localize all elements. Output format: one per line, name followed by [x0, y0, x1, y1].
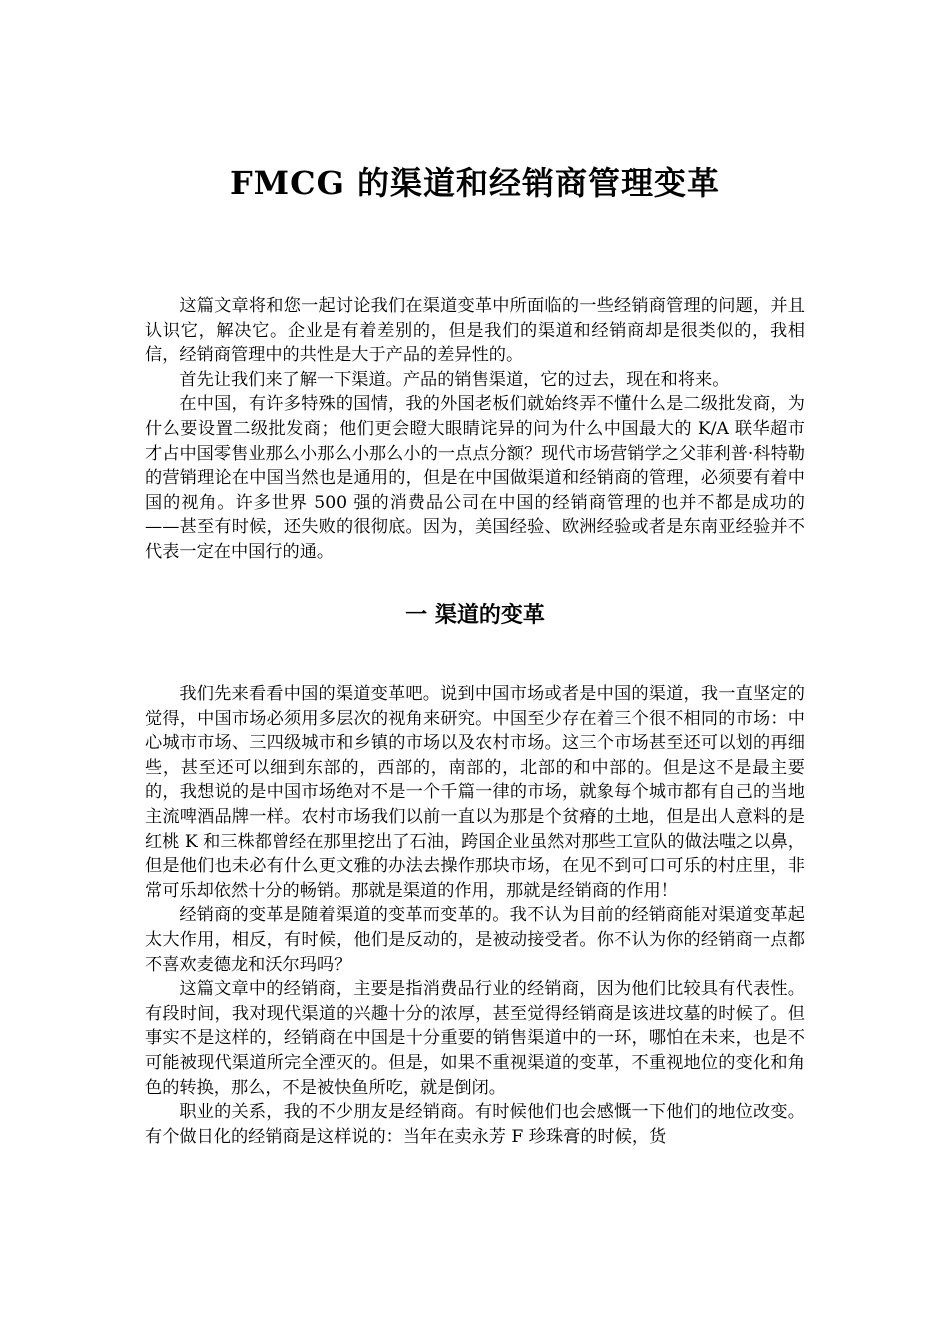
body-paragraph: 职业的关系，我的不少朋友是经销商。有时候他们也会感慨一下他们的地位改变。有个做日化的经销商是这样说的：当年在卖永芳 F 珍珠膏的时候，货 — [145, 1102, 805, 1147]
intro-paragraph: 首先让我们来了解一下渠道。产品的销售渠道，它的过去，现在和将来。 — [179, 369, 730, 390]
body-paragraph: 这篇文章中的经销商，主要是指消费品行业的经销商，因为他们比较具有代表性。有段时间，我对现代渠道的兴趣十分的浓厚，甚至觉得经销商是该进坟墓的时候了。但事实不是这样的，经销商在中国是十分重要的销售渠道中的一环，哪怕在未来，也是不可能被现代渠道所完全湮灭的。但是，如果不重视渠道的变革，不重视地位的变化和角色的转换，那么，不是被快鱼所吃，就是倒闭。 — [145, 979, 805, 1098]
body-paragraph: 我们先来看看中国的渠道变革吧。说到中国市场或者是中国的渠道，我一直坚定的觉得，中国市场必须用多层次的视角来研究。中国至少存在着三个很不相同的市场：中心城市市场、三四级城市和乡镇的市场以及农村市场。这三个市场甚至还可以划的再细些，甚至还可以细到东部的，西部的，南部的，北部的和中部的。但是这不是最主要的，我想说的是中国市场绝对不是一个千篇一律的市场，就象每个城市都有自己的当地主流啤酒品牌一样。农村市场我们以前一直以为那是个贫瘠的土地，但是出人意料的是红桃 K 和三株都曾经在那里挖出了石油，跨国企业虽然对那些工宣队的做法嗤之以鼻，但是他们也未必有什么更文雅的办法去操作那块市场，在见不到可口可乐的村庄里，非常可乐却依然十分的畅销。那就是渠道的作用，那就是经销商的作用！ — [145, 684, 805, 901]
document-title: FMCG 的渠道和经销商管理变革 — [229, 164, 721, 202]
body-section — [145, 682, 805, 1149]
section-heading: 一 渠道的变革 — [405, 602, 545, 628]
intro-section — [145, 294, 805, 565]
intro-paragraph: 在中国，有许多特殊的国情，我的外国老板们就始终弄不懂什么是二级批发商，为什么要设置二级批发商；他们更会瞪大眼睛诧异的问为什么中国最大的 K/A 联华超市才占中国零售业那么小那么小那么小的一点点分额？现代市场营销学之父菲利普·科特勒的营销理论在中国当然也是通用的，但是在中国做渠道和经销商的管理，必须要有着中国的视角。许多世界 500 强的消费品公司在中国的经销商管理的也并不都是成功的——甚至有时候，还失败的很彻底。因为，美国经验、欧洲经验或者是东南亚经验并不代表一定在中国行的通。 — [145, 394, 805, 562]
intro-paragraph: 这篇文章将和您一起讨论我们在渠道变革中所面临的一些经销商管理的问题，并且认识它，解决它。企业是有着差别的，但是我们的渠道和经销商却是很类似的，我相信，经销商管理中的共性是大于产品的差异性的。 — [145, 296, 805, 366]
body-paragraph: 经销商的变革是随着渠道的变革而变革的。我不认为目前的经销商能对渠道变革起太大作用，相反，有时候，他们是反动的，是被动接受者。你不认为你的经销商一点都不喜欢麦德龙和沃尔玛吗？ — [145, 905, 805, 975]
